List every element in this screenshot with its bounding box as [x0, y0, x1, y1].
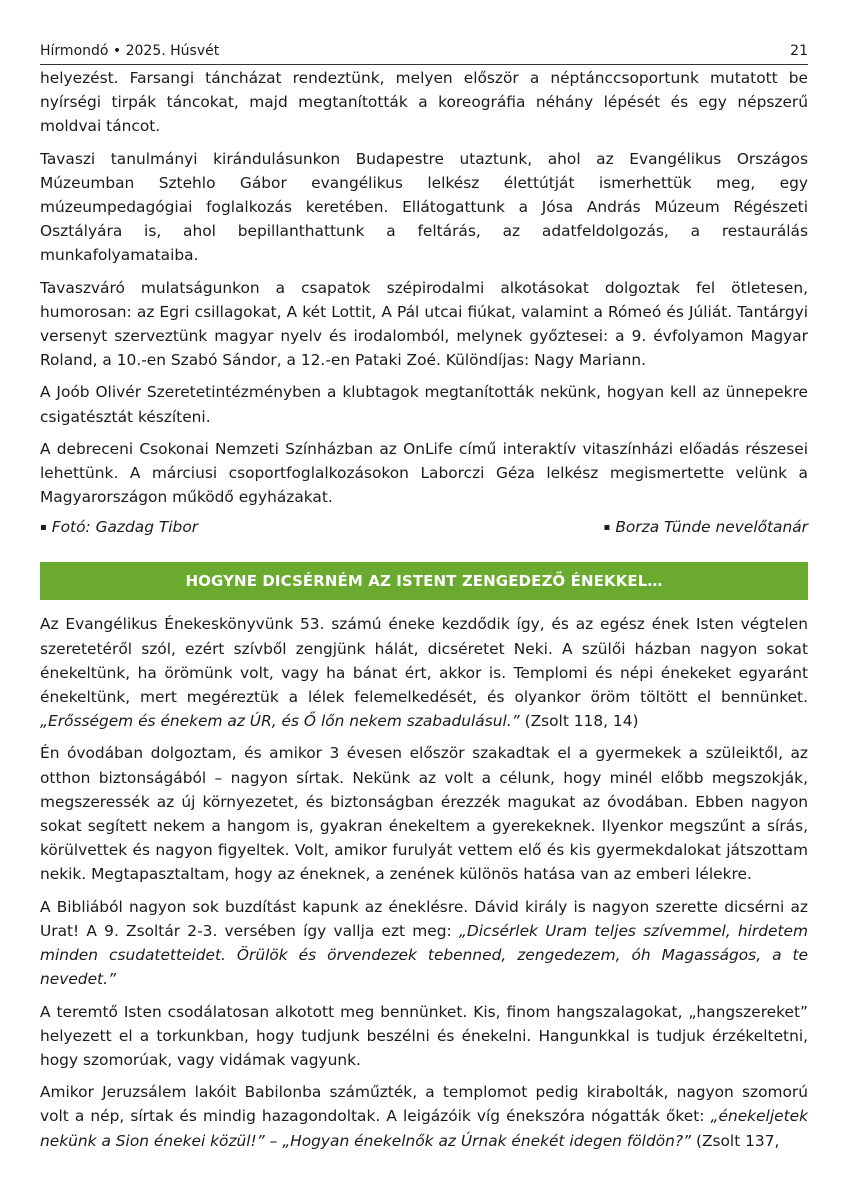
section-title: HOGYNE DICSÉRNÉM AZ ISTENT ZENGEDEZŐ ÉNEKKEL… [185, 572, 663, 591]
article-credits [40, 515, 808, 540]
bible-quote: „énekeljetek nekünk a Sion énekei közül!” [40, 1107, 808, 1150]
dash: – [264, 1131, 283, 1150]
paragraph-text: Az Evangélikus Énekeskönyvünk 53. számú éneke kezdődik így, és az egész ének Isten végtelen szeretetéről szól, ezért szívből zengjünk hálát, dicséretet Neki. A szülői házban nagyon sokat énekeltünk, ha örömünk volt, vagy ha bánat ért, akkor is. Templomi és népi énekeket egyaránt énekeltünk, mert megéreztük a lélek felemelkedését, és olyankor öröm töltött el bennünket. [40, 615, 808, 707]
paragraph: helyezést. Farsangi táncházat rendeztünk, melyen először a néptánccsoportunk mutatott be nyírségi tirpák táncokat, majd megtanították a koreográfia néhány lépését és egy népszerű moldvai táncot. [40, 69, 808, 136]
section-banner [40, 562, 808, 600]
bible-quote: „Dicsérlek Uram teljes szívemmel, hirdetem minden csudatetteidet. Örülök és örvendezek tebenned, zengedezem, óh Magasságos, a te nevedet.” [40, 921, 808, 989]
paragraph: A teremtő Isten csodálatosan alkotott meg bennünket. Kis, finom hangszalagokat, „hangszereket” helyezett el a torkunkban, hogy tudjunk beszélni és énekelni. Hangunkkal is tudjuk érzékeltetni, hogy szomorúak, vagy vidámak vagyunk. [40, 1002, 808, 1069]
paragraph-text: A Bibliából nagyon sok buzdítást kapunk az éneklésre. Dávid király is nagyon szerette dicsérni az Urat! A 9. Zsoltár 2-3. versében így vallja ezt meg: [40, 897, 808, 940]
author-credit-text: Borza Tünde nevelőtanár [615, 518, 808, 537]
bible-reference: (Zsolt 118, 14) [524, 712, 639, 731]
paragraph [40, 1080, 808, 1153]
paragraph: A debreceni Csokonai Nemzeti Színházban az OnLife című interaktív vitaszínházi előadás részesei lehettünk. A márciusi csoportfoglalkozásokon Laborczi Géza lelkész megismertette velünk a Magyarországon működő egyházakat. [40, 439, 808, 507]
paragraph [40, 612, 808, 733]
photo-credit [40, 515, 198, 540]
bible-reference: (Zsolt 137, [695, 1131, 780, 1150]
paragraph: Én óvodában dolgoztam, és amikor 3 évesen először szakadtak el a gyermekek a szüleiktől, az otthon biztonságából – nagyon sírtak. Nekünk az volt a célunk, hogy minél előbb megszokják, megszeressék az új környezetet, és biztonságban érezzék magukat az óvodában. Ebben nagyon sokat segített nekem a hangom is, gyakran énekeltem a gyerekeknek. Ilyenkor megszűnt a sírás, körülvettek és nagyon figyeltek. Volt, amikor furulyát vettem elő és kis gyermekdalokat játszottam nekik. Megtapasztaltam, hogy az éneknek, a zenének különös hatása van az emberi lélekre. [40, 744, 808, 884]
paragraph: Tavaszváró mulatságunkon a csapatok szépirodalmi alkotásokat dolgoztak fel ötletesen, humorosan: az Egri csillagokat, A két Lottit, A Pál utcai fiúkat, valamint a Rómeó és Júliát. Tantárgyi versenyt szerveztünk magyar nyelv és irodalomból, melynek győztesei: a 9. évfolyamon Magyar Roland, a 10.-en Szabó Sándor, a 12.-en Pataki Zoé. Különdíjas: Nagy Mariann. [40, 278, 808, 370]
paragraph-text: Amikor Jeruzsálem lakóit Babilonba száműzték, a templomot pedig kirabolták, nagyon szomorú volt a nép, sírtak és mindig hazagondoltak. A leigázóik víg énekszóra nógatták őket: [40, 1083, 808, 1126]
paragraph: Tavaszi tanulmányi kirándulásunkon Budapestre utaztunk, ahol az Evangélikus Országos Múzeumban Sztehlo Gábor evangélikus lelkész élettútját ismerhettük meg, egy múzeumpedagógiai foglalkozás keretében. Ellátogattunk a Jósa András Múzeum Régészeti Osztályára is, ahol bepillanthattunk a feltárás, az adatfeldolgozás, a restaurálás munkafolyamataiba. [40, 149, 808, 265]
page-header [40, 43, 808, 65]
page-content [40, 66, 808, 1161]
paragraph [40, 895, 808, 992]
author-credit [604, 515, 808, 540]
bullet-marker: ▪ [603, 522, 611, 534]
publication-title: Hírmondó • 2025. Húsvét [40, 43, 220, 59]
page-number: 21 [790, 43, 808, 59]
photo-credit-text: Fotó: Gazdag Tibor [51, 518, 199, 537]
bible-quote: „Erősségem és énekem az ÚR, és Ő lőn nekem szabadulásul.” [40, 712, 520, 731]
paragraph: A Joób Olivér Szeretetintézményben a klubtagok megtanították nekünk, hogyan kell az ünnepekre csigatésztát készíteni. [40, 383, 808, 426]
bullet-marker: ▪ [40, 522, 47, 534]
bible-quote: „Hogyan énekelnők az Úrnak énekét idegen földön?” [282, 1131, 692, 1150]
